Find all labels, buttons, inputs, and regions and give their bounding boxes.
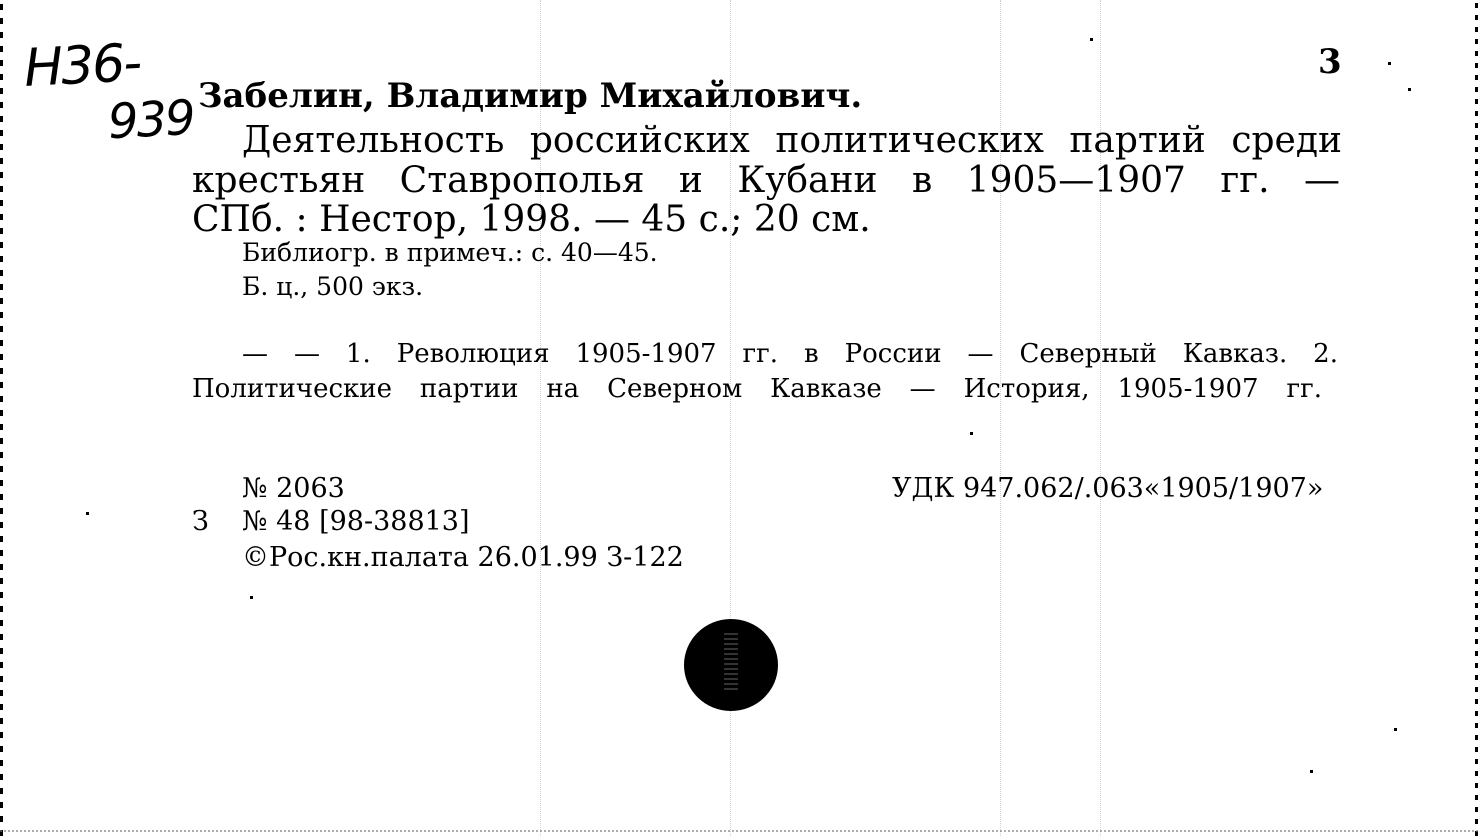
title-line: Деятельность российских политических партий среди <box>242 120 1342 161</box>
speck <box>250 596 253 599</box>
udk-classification: УДК 947.062/.063«1905/1907» <box>892 473 1324 504</box>
punch-hole <box>684 619 778 711</box>
speck <box>1090 38 1093 41</box>
title-line: крестьян Ставрополья и Кубани в 1905—1907 гг. — <box>192 160 1340 201</box>
subject-heading-line: Политические партии на Северном Кавказе — История, 1905-1907 гг. <box>192 374 1322 404</box>
speck <box>970 432 973 435</box>
author-heading: Забелин, Владимир Михайлович. <box>198 76 863 116</box>
bibliography-note: Библиогр. в примеч.: с. 40—45. <box>242 238 658 267</box>
card-number: 3 <box>1318 42 1342 82</box>
speck <box>1408 88 1411 91</box>
left-edge-noise <box>0 0 3 836</box>
record-number: № 2063 <box>242 473 345 504</box>
speck <box>1394 728 1397 731</box>
speck <box>86 512 89 515</box>
speck <box>1310 770 1313 773</box>
title-line: СПб. : Нестор, 1998. — 45 с.; 20 см. <box>192 199 871 240</box>
copyright-line: ©Рос.кн.палата 26.01.99 З-122 <box>242 542 684 573</box>
subject-heading-line: — — 1. Революция 1905-1907 гг. в России — Северный Кавказ. 2. <box>242 339 1338 369</box>
author-letter: З <box>192 506 209 537</box>
bottom-edge-noise <box>0 830 1478 832</box>
handwritten-shelf-mark: Н36- <box>22 33 142 99</box>
registration-number: № 48 [98-38813] <box>242 506 470 537</box>
price-print-run-note: Б. ц., 500 экз. <box>242 272 424 301</box>
handwritten-shelf-mark-number: 939 <box>106 89 196 151</box>
speck <box>1388 62 1391 65</box>
